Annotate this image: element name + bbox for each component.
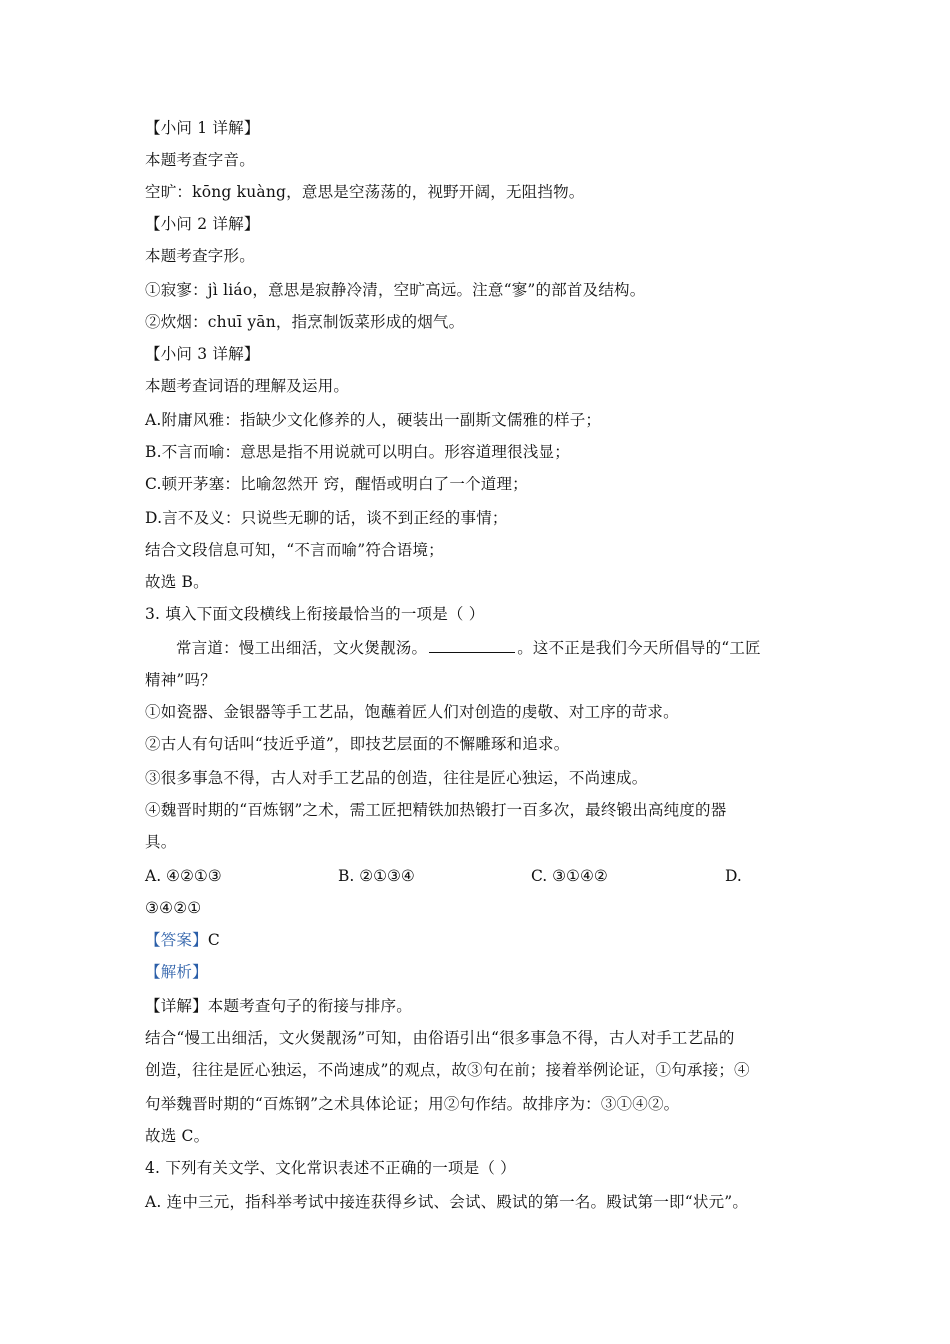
text-line: C.顿开茅塞：比喻忽然开 窍，醒悟或明白了一个道理； bbox=[145, 475, 528, 493]
subquestion-2-heading: 【小问 2 详解】 bbox=[145, 215, 260, 233]
text-line: 结合文段信息可知，“不言而喻”符合语境； bbox=[145, 541, 444, 559]
option-d-value: ③④②① bbox=[145, 899, 202, 917]
answer-value: C bbox=[207, 931, 220, 949]
text-line: 结合“慢工出细活，文火煲靓汤”可知，由俗语引出“很多事急不得，古人对手工艺品的 bbox=[145, 1029, 735, 1047]
answer-line bbox=[145, 930, 805, 950]
question-3-stem: 3. 填入下面文段横线上衔接最恰当的一项是（ ） bbox=[145, 605, 485, 623]
text-line: 创造，往往是匠心独运，不尚速成”的观点，故③句在前；接着举例论证，①句承接；④ bbox=[145, 1061, 750, 1079]
option-c: C. ③①④② bbox=[531, 867, 608, 885]
passage-text-2: 。这不正是我们今天所倡导的“工匠 bbox=[517, 639, 761, 657]
text-line: 精神”吗？ bbox=[145, 671, 216, 689]
option-d: D. bbox=[725, 867, 742, 885]
sentence-3: ③很多事急不得，古人对手工艺品的创造，往往是匠心独运，不尚速成。 bbox=[145, 769, 648, 787]
text-line: 具。 bbox=[145, 833, 177, 851]
option-a: A. ④②①③ bbox=[145, 867, 222, 885]
text-line: 句举魏晋时期的“百炼钢”之术具体论证；用②句作结。故排序为：③①④②。 bbox=[145, 1095, 680, 1113]
text-line: 本题考查词语的理解及运用。 bbox=[145, 377, 350, 395]
text-line: 本题考查字音。 bbox=[145, 151, 255, 169]
detail-line: 【详解】本题考查句子的衔接与排序。 bbox=[145, 997, 412, 1015]
text-line: D.言不及义：只说些无聊的话，谈不到正经的事情； bbox=[145, 509, 508, 527]
text-line: B.不言而喻：意思是指不用说就可以明白。形容道理很浅显； bbox=[145, 443, 570, 461]
analysis-label: 【解析】 bbox=[145, 963, 208, 981]
subquestion-3-heading: 【小问 3 详解】 bbox=[145, 345, 260, 363]
text-line: 故选 B。 bbox=[145, 573, 209, 591]
passage-text-1: 常言道：慢工出细活，文火煲靓汤。 bbox=[176, 639, 428, 657]
question-4-option-a: A. 连中三元，指科举考试中接连获得乡试、会试、殿试的第一名。殿试第一即“状元”。 bbox=[145, 1193, 749, 1211]
answer-blank bbox=[429, 638, 515, 653]
question-3-passage bbox=[176, 638, 836, 658]
question-4-stem: 4. 下列有关文学、文化常识表述不正确的一项是（ ） bbox=[145, 1159, 516, 1177]
text-line: 空旷：kōng kuàng，意思是空荡荡的，视野开阔，无阻挡物。 bbox=[145, 183, 585, 201]
sentence-2: ②古人有句话叫“技近乎道”，即技艺层面的不懈雕琢和追求。 bbox=[145, 735, 570, 753]
text-line: 本题考查字形。 bbox=[145, 247, 255, 265]
text-line: ①寂寥：jì liáo，意思是寂静冷清，空旷高远。注意“寥”的部首及结构。 bbox=[145, 281, 646, 299]
text-line: A.附庸风雅：指缺少文化修养的人，硬装出一副斯文儒雅的样子； bbox=[145, 411, 602, 429]
text-line: 故选 C。 bbox=[145, 1127, 210, 1145]
text-line: ②炊烟：chuī yān，指烹制饭菜形成的烟气。 bbox=[145, 313, 465, 331]
subquestion-1-heading: 【小问 1 详解】 bbox=[145, 119, 260, 137]
answer-label: 【答案】 bbox=[145, 931, 208, 949]
sentence-1: ①如瓷器、金银器等手工艺品，饱蘸着匠人们对创造的虔敬、对工序的苛求。 bbox=[145, 703, 679, 721]
sentence-4: ④魏晋时期的“百炼钢”之术，需工匠把精铁加热锻打一百多次，最终锻出高纯度的器 bbox=[145, 801, 727, 819]
option-b: B. ②①③④ bbox=[338, 867, 415, 885]
